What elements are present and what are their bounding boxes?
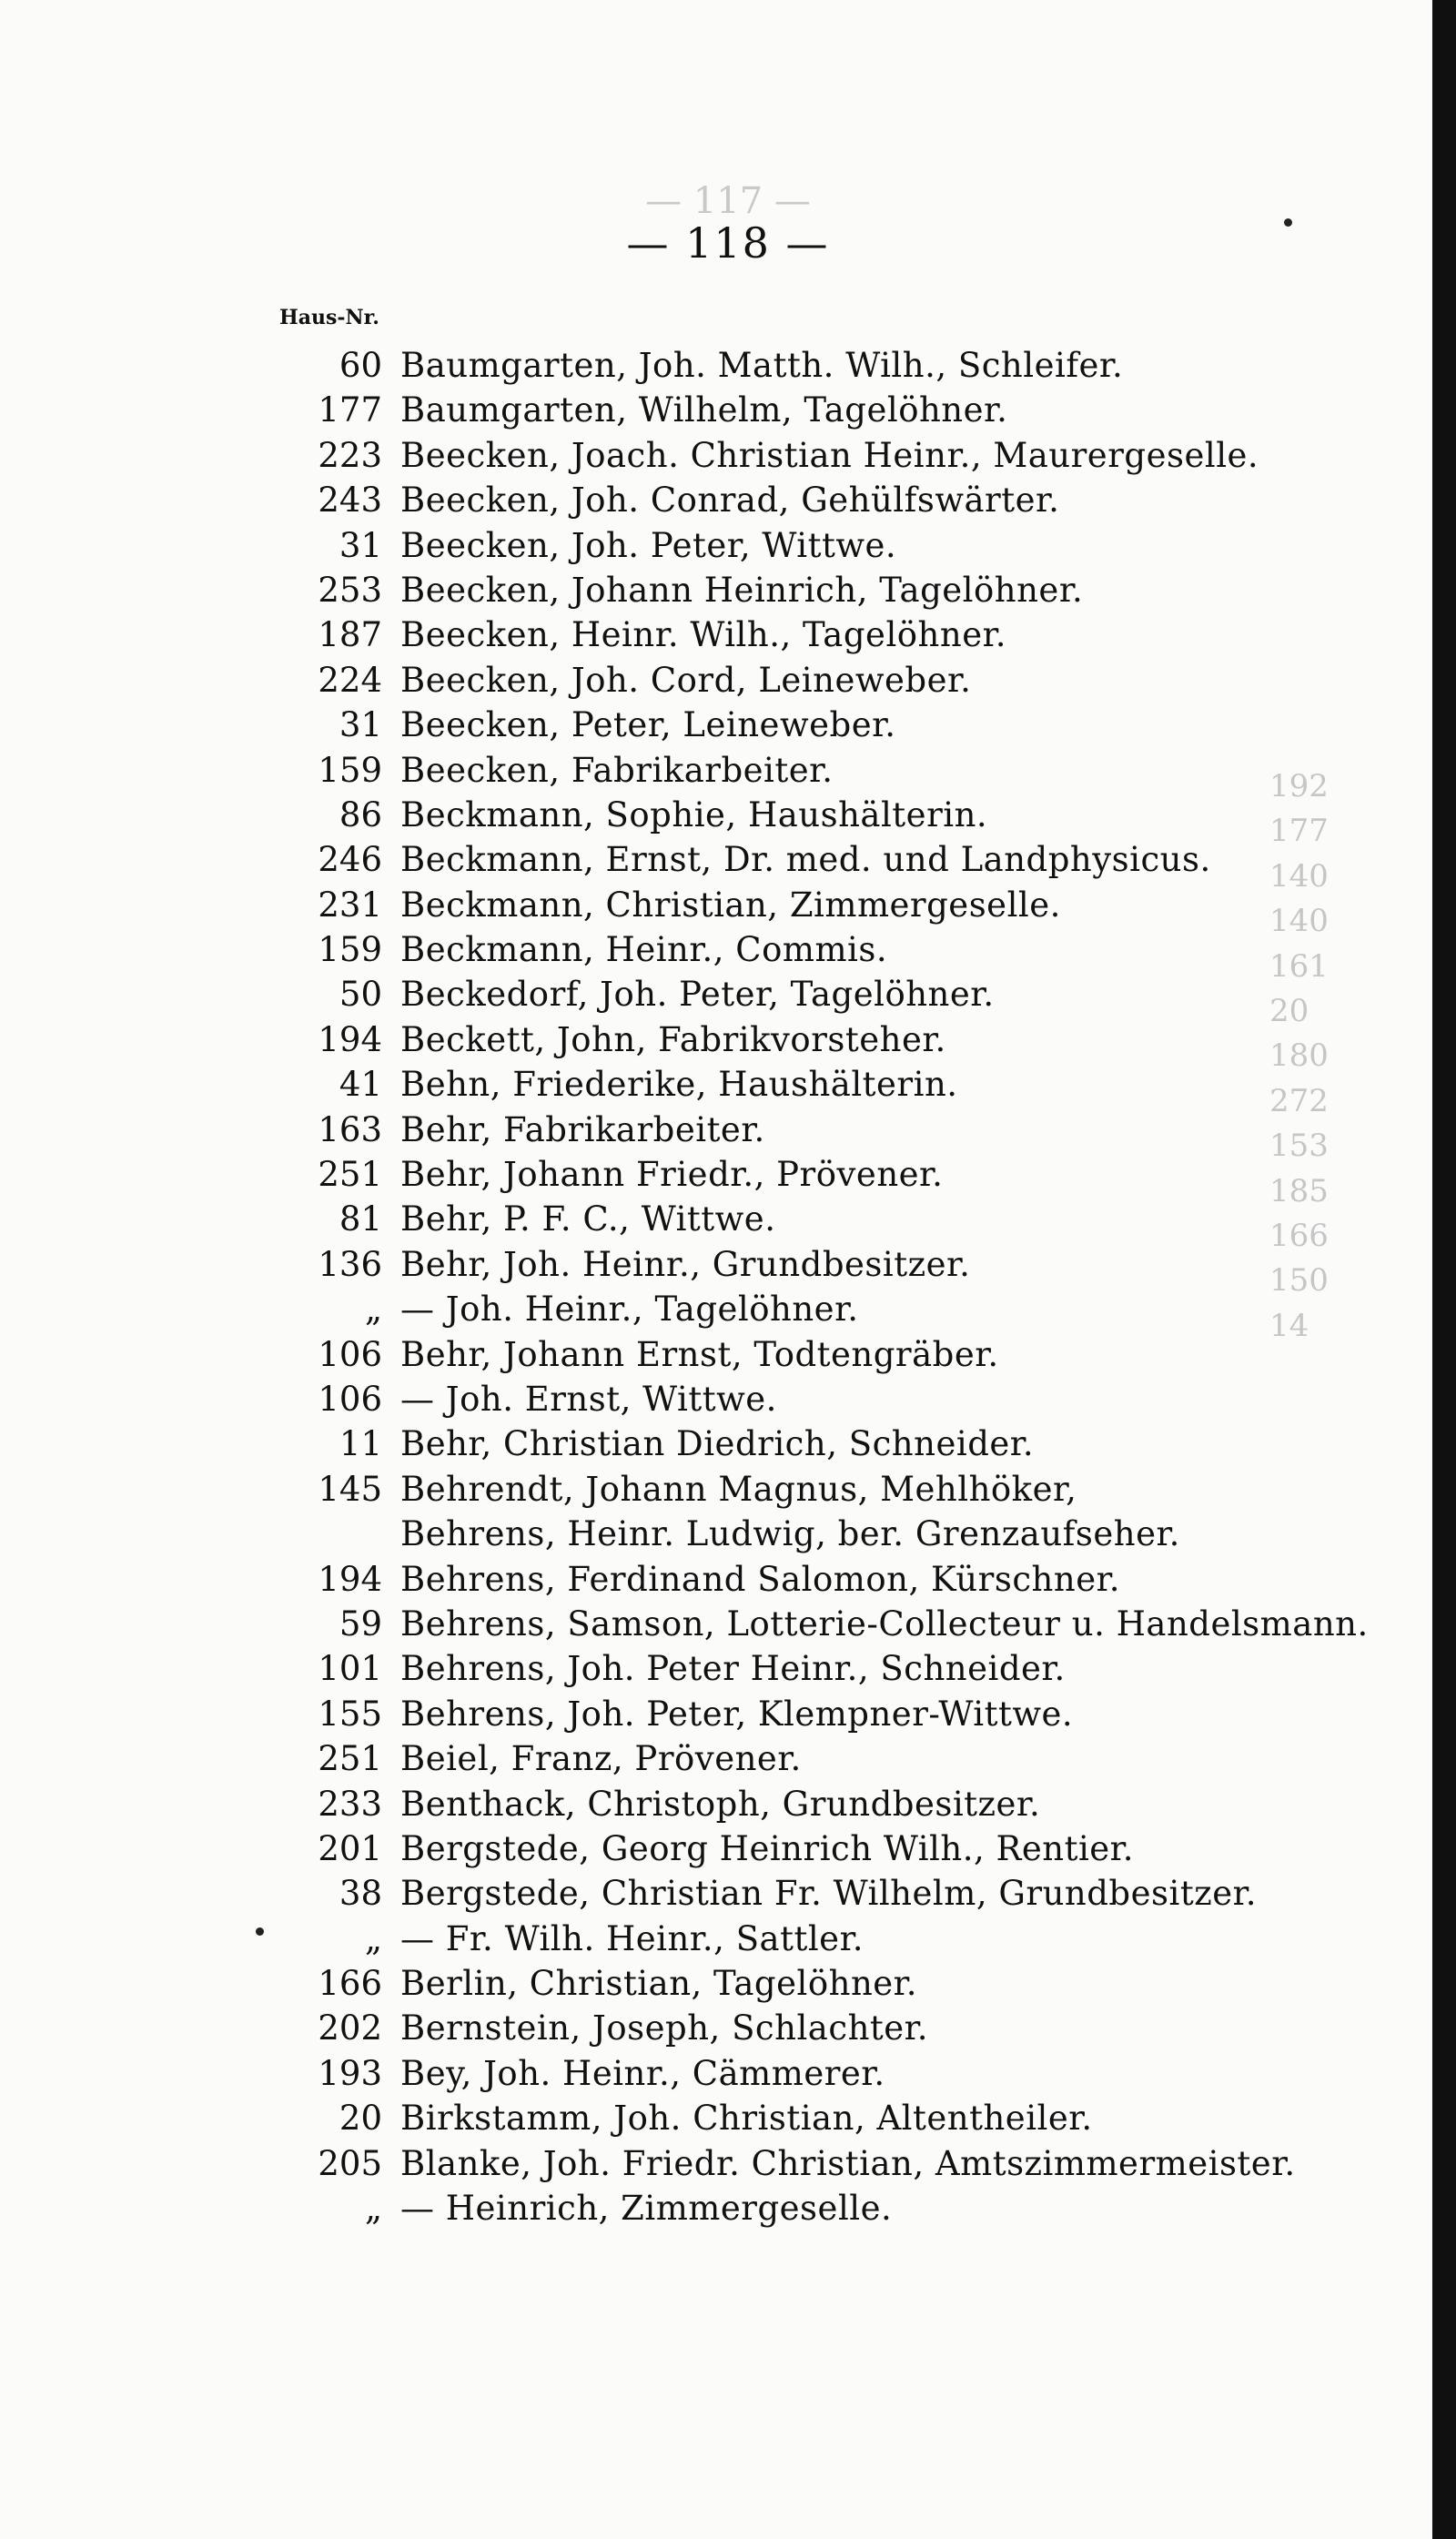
entry-text: Beecken, Joach. Christian Heinr., Maurergeselle. — [400, 435, 1259, 475]
list-item — [246, 390, 1429, 435]
entry-text: Behrens, Joh. Peter Heinr., Schneider. — [400, 1649, 1066, 1689]
entry-text: Benthack, Christoph, Grundbesitzer. — [400, 1784, 1041, 1824]
page-number-header: — 118 — — [626, 218, 830, 268]
list-item — [246, 1335, 1429, 1380]
house-number: 159 — [318, 930, 382, 970]
entry-text: Birkstamm, Joh. Christian, Altentheiler. — [400, 2099, 1093, 2139]
list-item — [246, 1245, 1429, 1290]
column-label: Haus-Nr. — [279, 306, 379, 329]
house-number: 163 — [318, 1109, 382, 1149]
list-item — [246, 1649, 1429, 1694]
entry-text: Beckmann, Sophie, Haushälterin. — [400, 794, 988, 835]
entry-text: Beecken, Heinr. Wilh., Tagelöhner. — [400, 615, 1006, 655]
house-number: 177 — [318, 390, 382, 430]
entry-text: Beiel, Franz, Prövener. — [400, 1739, 802, 1779]
entry-text: Behr, Joh. Heinr., Grundbesitzer. — [400, 1244, 971, 1284]
entry-text: — Joh. Heinr., Tagelöhner. — [400, 1290, 859, 1330]
list-item — [246, 436, 1429, 480]
entry-text: Behrens, Joh. Peter, Klempner-Wittwe. — [400, 1694, 1074, 1734]
house-number: „ — [364, 2189, 382, 2229]
house-number: 231 — [318, 885, 382, 925]
entry-text: Bernstein, Joseph, Schlachter. — [400, 2008, 929, 2048]
list-item — [246, 1110, 1429, 1155]
entry-text: Beecken, Joh. Cord, Leineweber. — [400, 660, 972, 700]
list-item — [246, 840, 1429, 885]
list-item — [246, 2189, 1429, 2233]
list-item — [246, 661, 1429, 705]
house-number: 166 — [318, 1964, 382, 2004]
entry-text: Behrendt, Johann Magnus, Mehlhöker, — [400, 1469, 1077, 1509]
entry-text: Bey, Joh. Heinr., Cämmerer. — [400, 2053, 885, 2093]
bleed-through-number: 20 — [1269, 993, 1309, 1030]
entry-text: Behrens, Samson, Lotterie-Collecteur u. Handelsmann. — [400, 1603, 1369, 1644]
list-item — [246, 1290, 1429, 1334]
list-item — [246, 1155, 1429, 1199]
list-item — [246, 1560, 1429, 1604]
entry-text: Beckmann, Ernst, Dr. med. und Landphysicus. — [400, 840, 1211, 880]
list-item — [246, 480, 1429, 525]
house-number: 205 — [318, 2143, 382, 2183]
entry-text: Baumgarten, Wilhelm, Tagelöhner. — [400, 390, 1008, 430]
house-number: 81 — [339, 1199, 382, 1239]
house-number: 201 — [318, 1828, 382, 1868]
house-number: 223 — [318, 435, 382, 475]
house-number: „ — [364, 1290, 382, 1330]
house-number: „ — [364, 1918, 382, 1958]
list-item — [246, 1065, 1429, 1109]
house-number: 193 — [318, 2053, 382, 2093]
list-item — [246, 975, 1429, 1019]
bleed-through-number: 185 — [1269, 1172, 1329, 1209]
house-number: 159 — [318, 750, 382, 790]
house-number: 86 — [339, 794, 382, 835]
house-number: 187 — [318, 615, 382, 655]
house-number: 59 — [339, 1603, 382, 1644]
page-edge-shadow — [1432, 0, 1456, 2539]
list-item — [246, 1739, 1429, 1784]
list-item — [246, 1020, 1429, 1065]
list-item — [246, 1874, 1429, 1918]
entry-text: Beckmann, Heinr., Commis. — [400, 930, 888, 970]
list-item — [246, 795, 1429, 840]
house-number: 253 — [318, 570, 382, 610]
directory-list — [246, 346, 1429, 2233]
entry-text: Bergstede, Georg Heinrich Wilh., Rentier. — [400, 1828, 1135, 1868]
house-number: 202 — [318, 2008, 382, 2048]
bleed-through-number: 272 — [1269, 1082, 1329, 1119]
bleed-through-header: — 117 — — [645, 180, 811, 222]
entry-text: Behr, Fabrikarbeiter. — [400, 1109, 765, 1149]
entry-text: Behn, Friederike, Haushälterin. — [400, 1065, 958, 1105]
house-number: 41 — [339, 1065, 382, 1105]
list-item — [246, 1694, 1429, 1739]
list-item — [246, 1829, 1429, 1874]
house-number: 106 — [318, 1334, 382, 1374]
entry-text: Beecken, Johann Heinrich, Tagelöhner. — [400, 570, 1084, 610]
house-number: 251 — [318, 1739, 382, 1779]
entry-text: Bergstede, Christian Fr. Wilhelm, Grundbesitzer. — [400, 1874, 1257, 1914]
entry-text: Behr, Christian Diedrich, Schneider. — [400, 1424, 1035, 1464]
list-item — [246, 1604, 1429, 1649]
list-item — [246, 2144, 1429, 2189]
entry-text: — Joh. Ernst, Wittwe. — [400, 1379, 777, 1419]
entry-text: Beecken, Peter, Leineweber. — [400, 705, 896, 745]
list-item — [246, 1424, 1429, 1469]
entry-text: Behr, Johann Friedr., Prövener. — [400, 1155, 944, 1195]
entry-text: Behr, Johann Ernst, Todtengräber. — [400, 1334, 999, 1374]
bleed-through-number: 150 — [1269, 1262, 1329, 1300]
list-item — [246, 2099, 1429, 2143]
entry-text: Baumgarten, Joh. Matth. Wilh., Schleifer. — [400, 346, 1124, 385]
list-item — [246, 2008, 1429, 2053]
entry-text: Beckedorf, Joh. Peter, Tagelöhner. — [400, 975, 995, 1015]
list-item — [246, 930, 1429, 975]
list-item — [246, 1470, 1429, 1514]
list-item — [246, 2054, 1429, 2099]
house-number: 106 — [318, 1379, 382, 1419]
entry-text: Beecken, Joh. Conrad, Gehülfswärter. — [400, 480, 1060, 521]
entry-text: Behr, P. F. C., Wittwe. — [400, 1199, 776, 1239]
entry-text: Beecken, Joh. Peter, Wittwe. — [400, 525, 897, 565]
entry-text: Behrens, Heinr. Ludwig, ber. Grenzaufseher. — [400, 1514, 1180, 1554]
house-number: 38 — [339, 1874, 382, 1914]
house-number: 101 — [318, 1649, 382, 1689]
house-number: 155 — [318, 1694, 382, 1734]
house-number: 31 — [339, 525, 382, 565]
entry-text: Beckmann, Christian, Zimmergeselle. — [400, 885, 1061, 925]
list-item — [246, 1199, 1429, 1244]
house-number: 145 — [318, 1469, 382, 1509]
bleed-through-number: 14 — [1269, 1307, 1309, 1344]
bleed-through-number: 166 — [1269, 1218, 1329, 1255]
entry-text: Blanke, Joh. Friedr. Christian, Amtszimmermeister. — [400, 2143, 1296, 2183]
house-number: 11 — [339, 1424, 382, 1464]
house-number: 194 — [318, 1559, 382, 1599]
house-number: 31 — [339, 705, 382, 745]
house-number: 246 — [318, 840, 382, 880]
bleed-through-number: 140 — [1269, 903, 1329, 940]
list-item — [246, 1380, 1429, 1424]
entry-text: Behrens, Ferdinand Salomon, Kürschner. — [400, 1559, 1120, 1599]
entry-text: Beckett, John, Fabrikvorsteher. — [400, 1019, 946, 1059]
list-item — [246, 615, 1429, 660]
list-item — [246, 885, 1429, 930]
list-item — [246, 705, 1429, 750]
house-number: 194 — [318, 1019, 382, 1059]
list-item — [246, 1919, 1429, 1964]
house-number: 233 — [318, 1784, 382, 1824]
house-number: 243 — [318, 480, 382, 521]
entry-text: — Fr. Wilh. Heinr., Sattler. — [400, 1918, 864, 1958]
list-item — [246, 1785, 1429, 1829]
entry-text: Beecken, Fabrikarbeiter. — [400, 750, 834, 790]
house-number: 60 — [339, 346, 382, 385]
house-number: 224 — [318, 660, 382, 700]
list-item — [246, 1514, 1429, 1559]
house-number: 50 — [339, 975, 382, 1015]
bleed-through-number: 161 — [1269, 947, 1329, 985]
bleed-through-number: 177 — [1269, 813, 1329, 850]
list-item — [246, 1964, 1429, 2008]
bleed-through-number: 153 — [1269, 1128, 1329, 1165]
entry-text: Berlin, Christian, Tagelöhner. — [400, 1964, 918, 2004]
list-item — [246, 751, 1429, 795]
house-number: 20 — [339, 2099, 382, 2139]
list-item — [246, 571, 1429, 615]
house-number: 136 — [318, 1244, 382, 1284]
entry-text: — Heinrich, Zimmergeselle. — [400, 2189, 893, 2229]
bleed-through-number: 140 — [1269, 857, 1329, 895]
bleed-through-number: 192 — [1269, 768, 1329, 804]
house-number: 251 — [318, 1155, 382, 1195]
bleed-through-number: 180 — [1269, 1037, 1329, 1075]
list-item — [246, 346, 1429, 390]
list-item — [246, 526, 1429, 571]
